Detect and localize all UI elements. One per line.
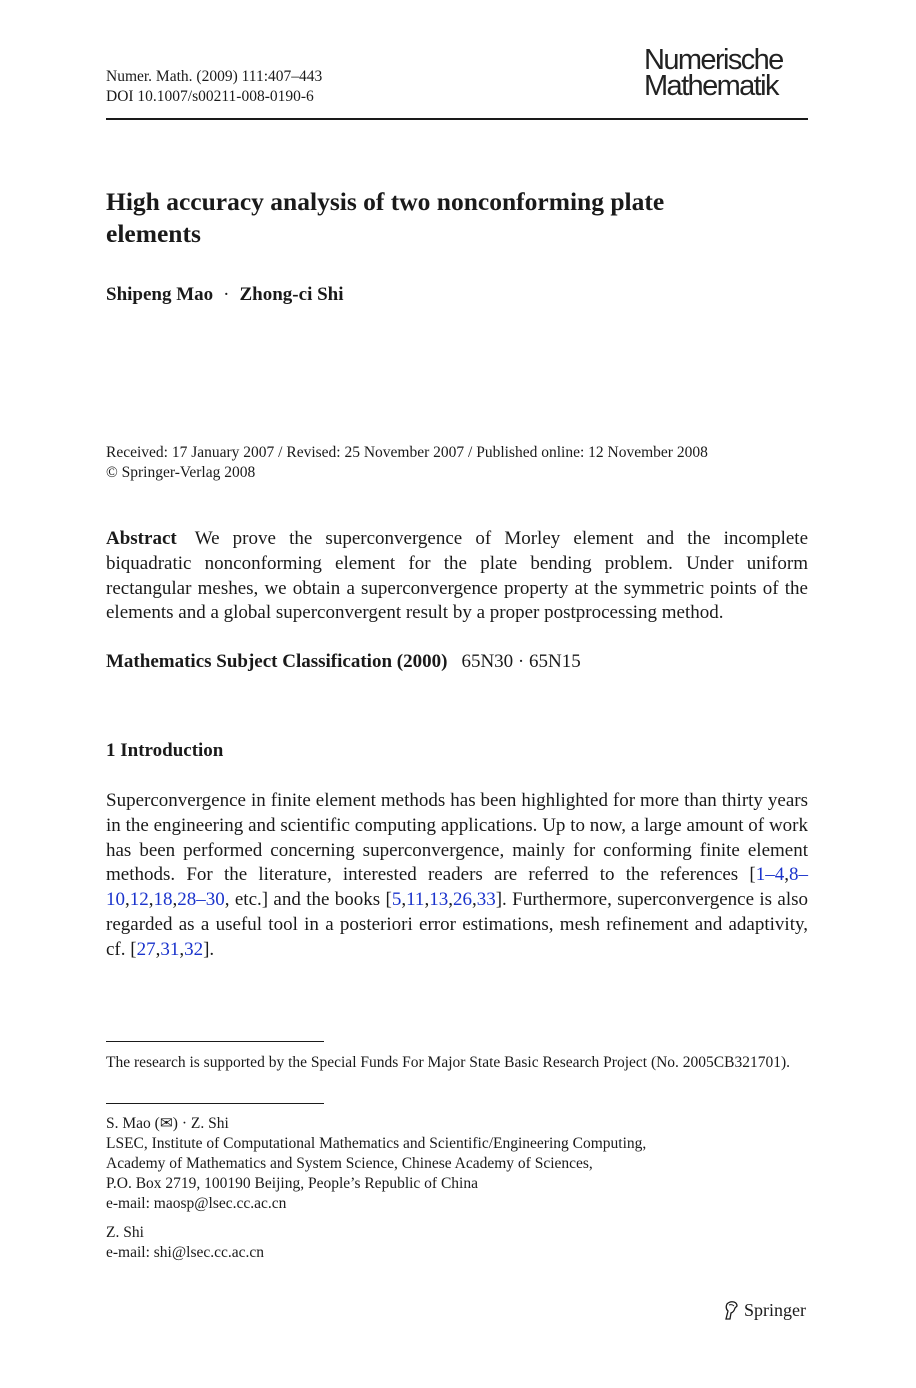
- affiliation-line: LSEC, Institute of Computational Mathematics and Scientific/Engineering Computing,: [106, 1135, 647, 1152]
- springer-horse-icon: [722, 1299, 740, 1321]
- title-line-1: High accuracy analysis of two nonconforming plate: [106, 187, 665, 216]
- journal-citation: Numer. Math. (2009) 111:407–443: [106, 68, 323, 85]
- citation-link[interactable]: 12: [129, 889, 149, 911]
- author-name: Zhong-ci Shi: [239, 284, 344, 305]
- publisher-logo: [722, 1299, 806, 1321]
- intro-text: Superconvergence in finite element methods has been highlighted for more than thirty years in the engineering and scientific computing applications. Up to now, a large amount of work has been performed concerning superconvergence, mainly for conforming finite element methods. For the literature, interested readers are referred to the references [: [106, 790, 808, 886]
- affiliation-line: Academy of Mathematics and System Science, Chinese Academy of Sciences,: [106, 1155, 593, 1172]
- citation-link[interactable]: 1–4: [755, 864, 785, 886]
- citation-link[interactable]: 11: [406, 889, 425, 911]
- journal-reference: [106, 67, 322, 107]
- publisher-name: Springer: [744, 1299, 806, 1320]
- history-line: Received: 17 January 2007 / Revised: 25 November 2007 / Published online: 12 November 2008: [106, 444, 708, 461]
- abstract-text: We prove the superconvergence of Morley element and the incomplete biquadratic nonconforming element for the plate bending problem. Under uniform rectangular meshes, we obtain a superconvergence property at the symmetric points of the elements and a global superconvergent result by a proper postprocessing method.: [106, 528, 808, 624]
- affiliation-line: Z. Shi: [106, 1224, 144, 1241]
- footnote-rule: [106, 1041, 324, 1042]
- intro-text: , etc.] and the books [: [224, 889, 392, 911]
- logo-line-1: Numerische: [644, 44, 783, 76]
- copyright-line: © Springer-Verlag 2008: [106, 464, 256, 481]
- citation-link[interactable]: 27: [136, 938, 156, 960]
- header-rule: [106, 118, 808, 120]
- intro-text: ]. Furthermore, superconvergence is also regarded as a useful tool in a posteriori error estimations, mesh refinement and adaptivity, cf. [: [106, 889, 808, 960]
- section-heading: [106, 740, 223, 762]
- author-name: Shipeng Mao: [106, 284, 214, 305]
- citation-link[interactable]: 33: [476, 889, 496, 911]
- citation-link[interactable]: 8–10: [106, 864, 808, 911]
- affiliation-block-2: [106, 1223, 264, 1263]
- citation-link[interactable]: 28–30: [177, 889, 225, 911]
- citation-link[interactable]: 32: [184, 938, 204, 960]
- doi-line: DOI 10.1007/s00211-008-0190-6: [106, 88, 314, 105]
- email-line: e-mail: shi@lsec.cc.ac.cn: [106, 1244, 265, 1261]
- abstract-label: Abstract: [106, 528, 177, 549]
- intro-paragraph: Superconvergence in finite element methods has been highlighted for more than thirty years in the engineering and scientific computing applications. Up to now, a large amount of work has been performed concerning superconvergence, mainly for conforming finite element methods. For the literature, interested readers are referred to the references [1–4,8–10,12,18,28–30, etc.] and the books [5,11,13,26,33]. Furthermore, superconvergence is also regarded as a useful tool in a posteriori error estimations, mesh refinement and adaptivity, cf. [27,31,32].: [106, 790, 808, 960]
- affiliation-line: P.O. Box 2719, 100190 Beijing, People’s Republic of China: [106, 1175, 478, 1192]
- msc-label: Mathematics Subject Classification (2000): [106, 651, 448, 672]
- intro-text: ].: [203, 938, 215, 960]
- affiliation-line: S. Mao (✉) · Z. Shi: [106, 1115, 229, 1132]
- abstract: [106, 527, 808, 626]
- title-line-2: elements: [106, 219, 201, 248]
- author-separator: ·: [223, 284, 230, 305]
- section-title: Introduction: [120, 740, 224, 761]
- publication-dates: [106, 443, 708, 483]
- affiliation-block: [106, 1114, 646, 1214]
- citation-link[interactable]: 26: [452, 889, 472, 911]
- email-line: e-mail: maosp@lsec.cc.ac.cn: [106, 1195, 287, 1212]
- section-number: 1: [106, 740, 116, 761]
- citation-link[interactable]: 31: [160, 938, 180, 960]
- logo-line-2: Mathematik: [644, 70, 778, 102]
- msc-classification: [106, 651, 581, 673]
- msc-codes: 65N30 · 65N15: [461, 651, 581, 672]
- paper-title: [106, 186, 808, 250]
- journal-logo: [644, 44, 814, 102]
- affiliation-rule: [106, 1103, 324, 1104]
- funding-footnote: The research is supported by the Special Funds For Major State Basic Research Project (No. 2005CB321701).: [106, 1054, 791, 1071]
- citation-link[interactable]: 5: [391, 889, 402, 911]
- author-list: [106, 284, 344, 306]
- citation-link[interactable]: 13: [429, 889, 449, 911]
- citation-link[interactable]: 18: [153, 889, 173, 911]
